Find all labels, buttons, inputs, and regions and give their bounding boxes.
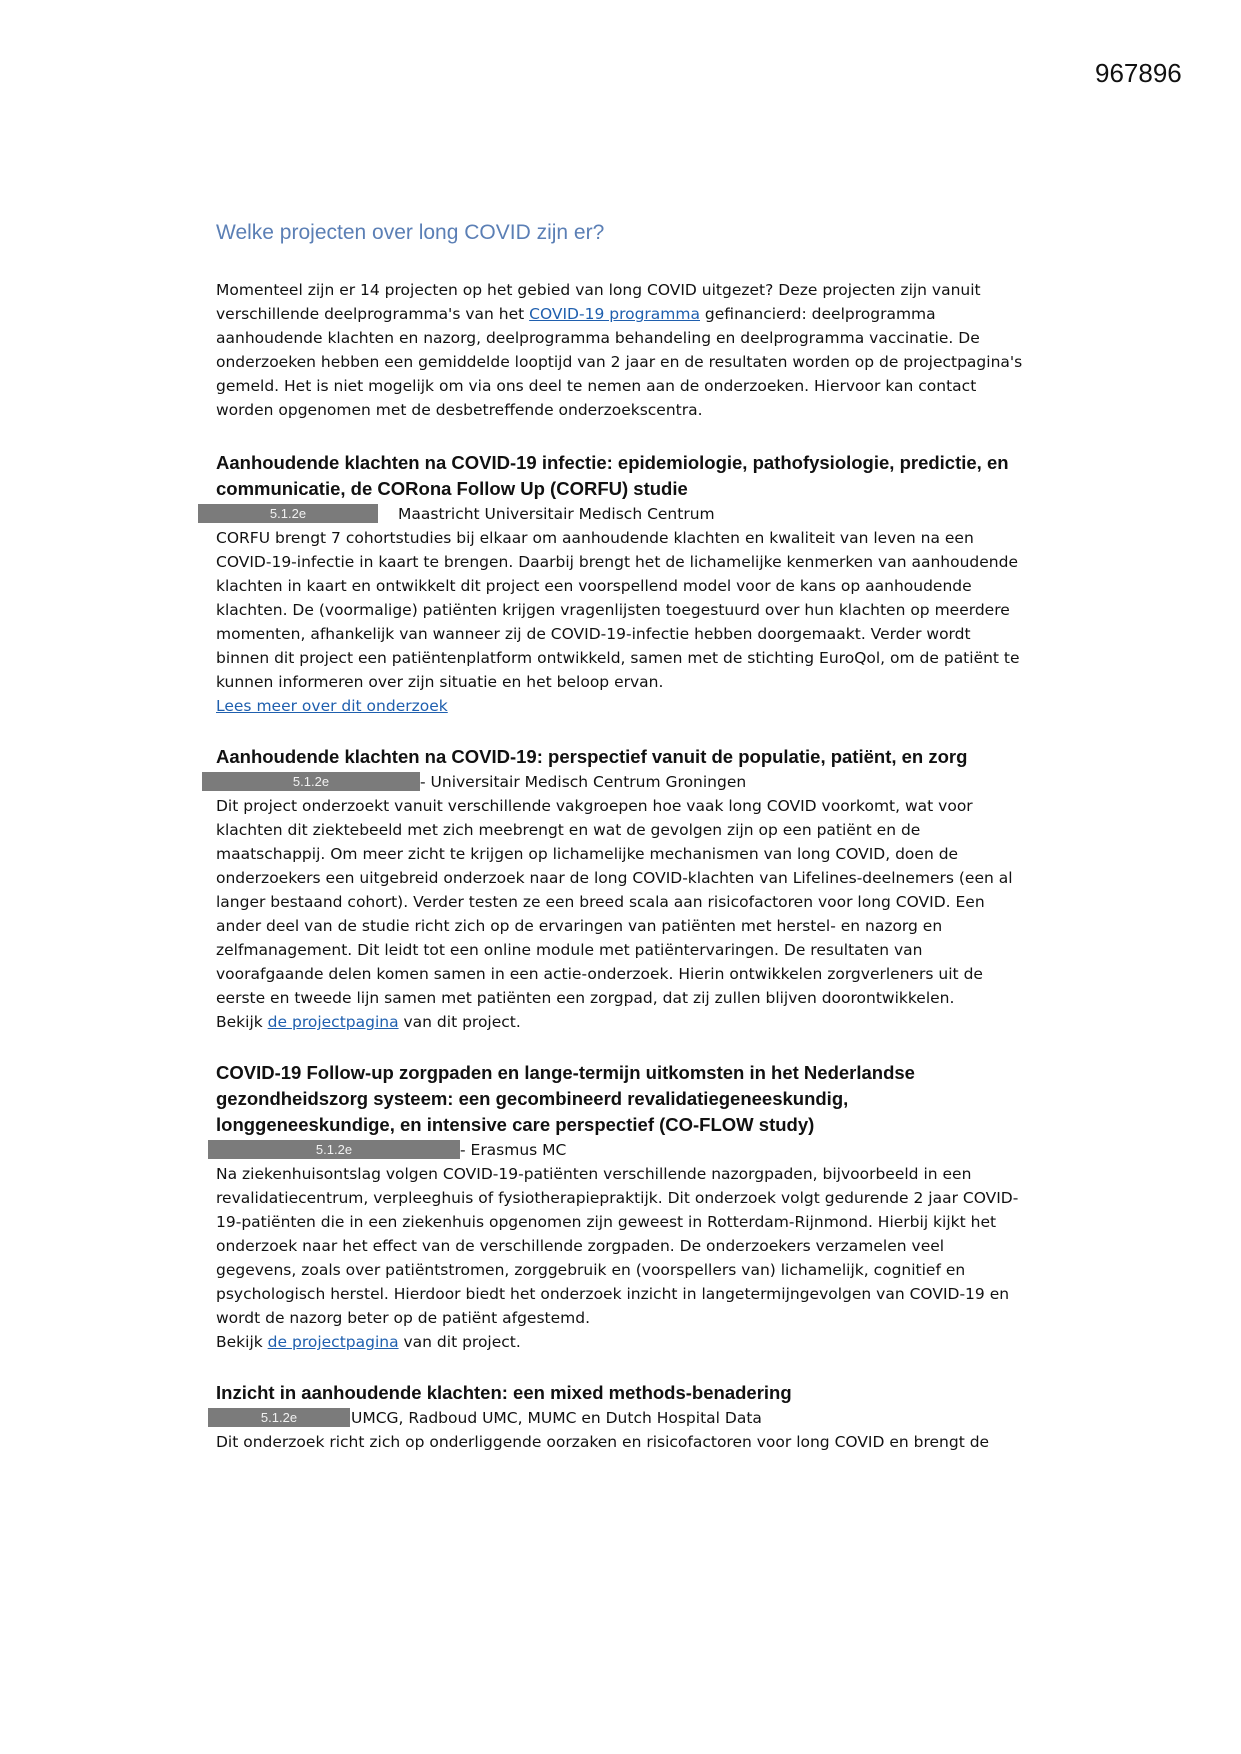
intro-text-start: Momenteel zijn er 14 projecten op het gebied van long COVID uitgezet? Deze projecten zijn vanuit verschillende deelprogramma's van het [216,281,981,323]
read-more-link[interactable]: Lees meer over dit onderzoek [216,697,448,715]
intro-paragraph [216,278,1026,422]
closing-text: Bekijk [216,1333,268,1351]
project-mixed-methods [216,1380,1026,1454]
document-content [216,218,1026,1480]
project-corfu [216,450,1026,718]
project-page-link[interactable]: de projectpagina [267,1333,399,1351]
page-title: Welke projecten over long COVID zijn er? [216,221,605,244]
project-page-link[interactable]: de projectpagina [267,1013,399,1031]
project-organisation [216,770,1026,794]
organisation-name: Maastricht Universitair Medisch Centrum [398,505,715,523]
project-link-line [216,694,1026,718]
project-organisation [216,1138,1026,1162]
organisation-name: UMCG, Radboud UMC, MUMC en Dutch Hospital Data [351,1409,762,1427]
project-heading: Inzicht in aanhoudende klachten: een mixed methods-benadering [216,1382,792,1403]
project-closing-line [216,1330,1026,1354]
project-description: Dit project onderzoekt vanuit verschillende vakgroepen hoe vaak long COVID voorkomt, wat voor klachten dit ziektebeeld met zich meebrengt en wat de gevolgen zijn op een patiënt en de maatschappij. Om meer zicht te krijgen op lichamelijke mechanismen van long COVID, doen de onderzoekers een uitgebreid onderzoek naar de long COVID-klachten van Lifelines-deelnemers (een al langer bestaand cohort). Verder testen ze een breed scala aan risicofactoren voor long COVID. Een ander deel van de studie richt zich op de ervaringen van patiënten met herstel- en nazorg en zelfmanagement. Dit leidt tot een online module met patiëntervaringen. De resultaten van voorafgaande delen komen samen in een actie-onderzoek. Hierin ontwikkelen zorgverleners uit de eerste en tweede lijn samen met patiënten een zorgpad, dat zij zullen blijven doorontwikkelen. [216,797,1013,1007]
closing-text: van dit project. [398,1333,521,1351]
project-description: Dit onderzoek richt zich op onderliggende oorzaken en risicofactoren voor long COVID en brengt de [216,1433,990,1451]
project-heading: Aanhoudende klachten na COVID-19 infectie: epidemiologie, pathofysiologie, predictie, en communicatie, de CORona Follow Up (CORFU) studie [216,452,1009,499]
redaction-box: 5.1.2e [208,1408,350,1427]
redaction-box: 5.1.2e [198,504,378,523]
project-heading: COVID-19 Follow-up zorgpaden en lange-termijn uitkomsten in het Nederlandse gezondheidszorg systeem: een gecombineerd revalidatiegeneeskundig, longgeneeskundige, en intensive care perspectief (CO-FLOW study) [216,1062,915,1135]
redaction-box: 5.1.2e [202,772,420,791]
project-description: CORFU brengt 7 cohortstudies bij elkaar om aanhoudende klachten en kwaliteit van leven na een COVID-19-infectie in kaart te brengen. Daarbij brengt het de lichamelijke kenmerken van aanhoudende klachten in kaart en ontwikkelt dit project een voorspellend model voor de kans op aanhoudende klachten. De (voormalige) patiënten krijgen vragenlijsten toegestuurd over hun klachten op meerdere momenten, afhankelijk van wanneer zij de COVID-19-infectie hebben doorgemaakt. Verder wordt binnen dit project een patiëntenplatform ontwikkeld, samen met de stichting EuroQol, om de patiënt te kunnen informeren over zijn situatie en het beloop ervan. [216,529,1020,691]
project-organisation [216,1406,1026,1430]
organisation-name: - Erasmus MC [460,1141,567,1159]
project-organisation [216,502,1026,526]
intro-text-end: gefinancierd: deelprogramma aanhoudende klachten en nazorg, deelprogramma behandeling en deelprogramma vaccinatie. De onderzoeken hebben een gemiddelde looptijd van 2 jaar en de resultaten worden op de projectpagina's gemeld. Het is niet mogelijk om via ons deel te nemen aan de onderzoeken. Hiervoor kan contact worden opgenomen met de desbetreffende onderzoekscentra. [216,305,1023,419]
covid-programma-link[interactable]: COVID-19 programma [529,305,700,323]
project-co-flow [216,1060,1026,1354]
redaction-box: 5.1.2e [208,1140,460,1159]
closing-text: Bekijk [216,1013,268,1031]
closing-text: van dit project. [398,1013,521,1031]
project-closing-line [216,1010,1026,1034]
project-heading: Aanhoudende klachten na COVID-19: perspectief vanuit de populatie, patiënt, en zorg [216,746,968,767]
organisation-name: - Universitair Medisch Centrum Groningen [420,773,747,791]
project-groningen [216,744,1026,1034]
document-number: 967896 [1095,58,1182,88]
project-description: Na ziekenhuisontslag volgen COVID-19-patiënten verschillende nazorgpaden, bijvoorbeeld in een revalidatiecentrum, verpleeghuis of fysiotherapiepraktijk. Dit onderzoek volgt gedurende 2 jaar COVID-19-patiënten die in een ziekenhuis opgenomen zijn geweest in Rotterdam-Rijnmond. Hierbij kijkt het onderzoek naar het effect van de verschillende zorgpaden. De onderzoekers verzamelen veel gegevens, zoals over patiëntstromen, zorggebruik en (voorspellers van) lichamelijk, cognitief en psychologisch herstel. Hierdoor biedt het onderzoek inzicht in langetermijngevolgen van COVID-19 en wordt de nazorg beter op de patiënt afgestemd. [216,1165,1019,1327]
